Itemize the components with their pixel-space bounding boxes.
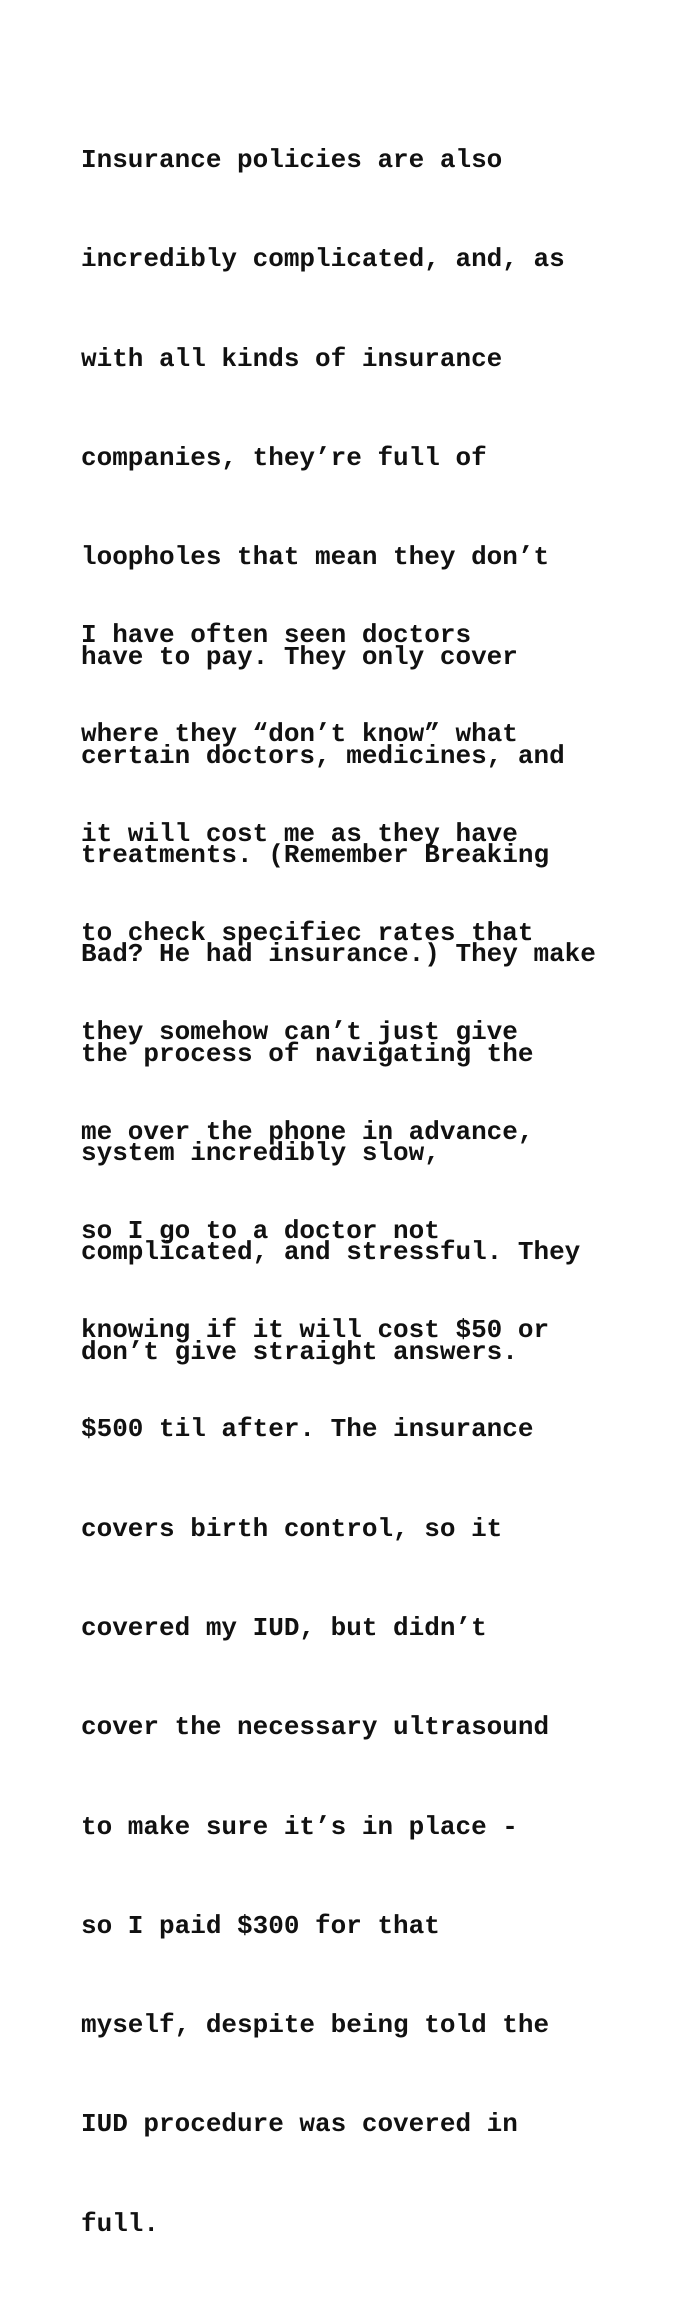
text-line: me over the phone in advance, [81,1116,534,1147]
text-line: cover the necessary ultrasound [81,1712,550,1743]
text-line: to make sure it’s in place - [81,1811,518,1842]
text-line: complicated, and stressful. They [81,1237,581,1268]
text-line: don’t give straight answers. [81,1336,518,1367]
text-line: covered my IUD, but didn’t [81,1613,487,1643]
text-line: IUD procedure was covered in [81,2109,518,2140]
text-line: incredibly complicated, and, as [81,244,565,275]
text-line: so I paid $300 for that [81,1910,440,1941]
text-line: full. [81,2208,160,2239]
text-line: have to pay. They only cover [81,641,518,672]
text-line: covers birth control, so it [81,1513,503,1544]
text-line: where they “don’t know” what [81,719,518,750]
text-line: companies, they’re full of [81,443,487,474]
text-line: treatments. (Remember Breaking [81,840,550,871]
paragraph-doctor-costs [81,553,681,2307]
text-line: system incredibly slow, [81,1138,440,1168]
text-line: it will cost me as they have [81,818,518,849]
text-line: $500 til after. The insurance [81,1414,534,1445]
text-line: Insurance policies are also [81,145,503,176]
text-line: certain doctors, medicines, and [81,740,565,771]
text-line: they somehow can’t just give [81,1017,518,1048]
text-line: I have often seen doctors [81,620,472,651]
text-line: to check specifiec rates that [81,918,534,949]
text-line: so I go to a doctor not [81,1215,440,1246]
text-line: myself, despite being told the [81,2010,550,2041]
text-line: with all kinds of insurance [81,343,503,374]
text-line: loopholes that mean they don’t [81,542,550,573]
text-line: Bad? He had insurance.) They make [81,939,596,970]
text-line: knowing if it will cost $50 or [81,1315,550,1346]
text-line: the process of navigating the [81,1038,534,1069]
